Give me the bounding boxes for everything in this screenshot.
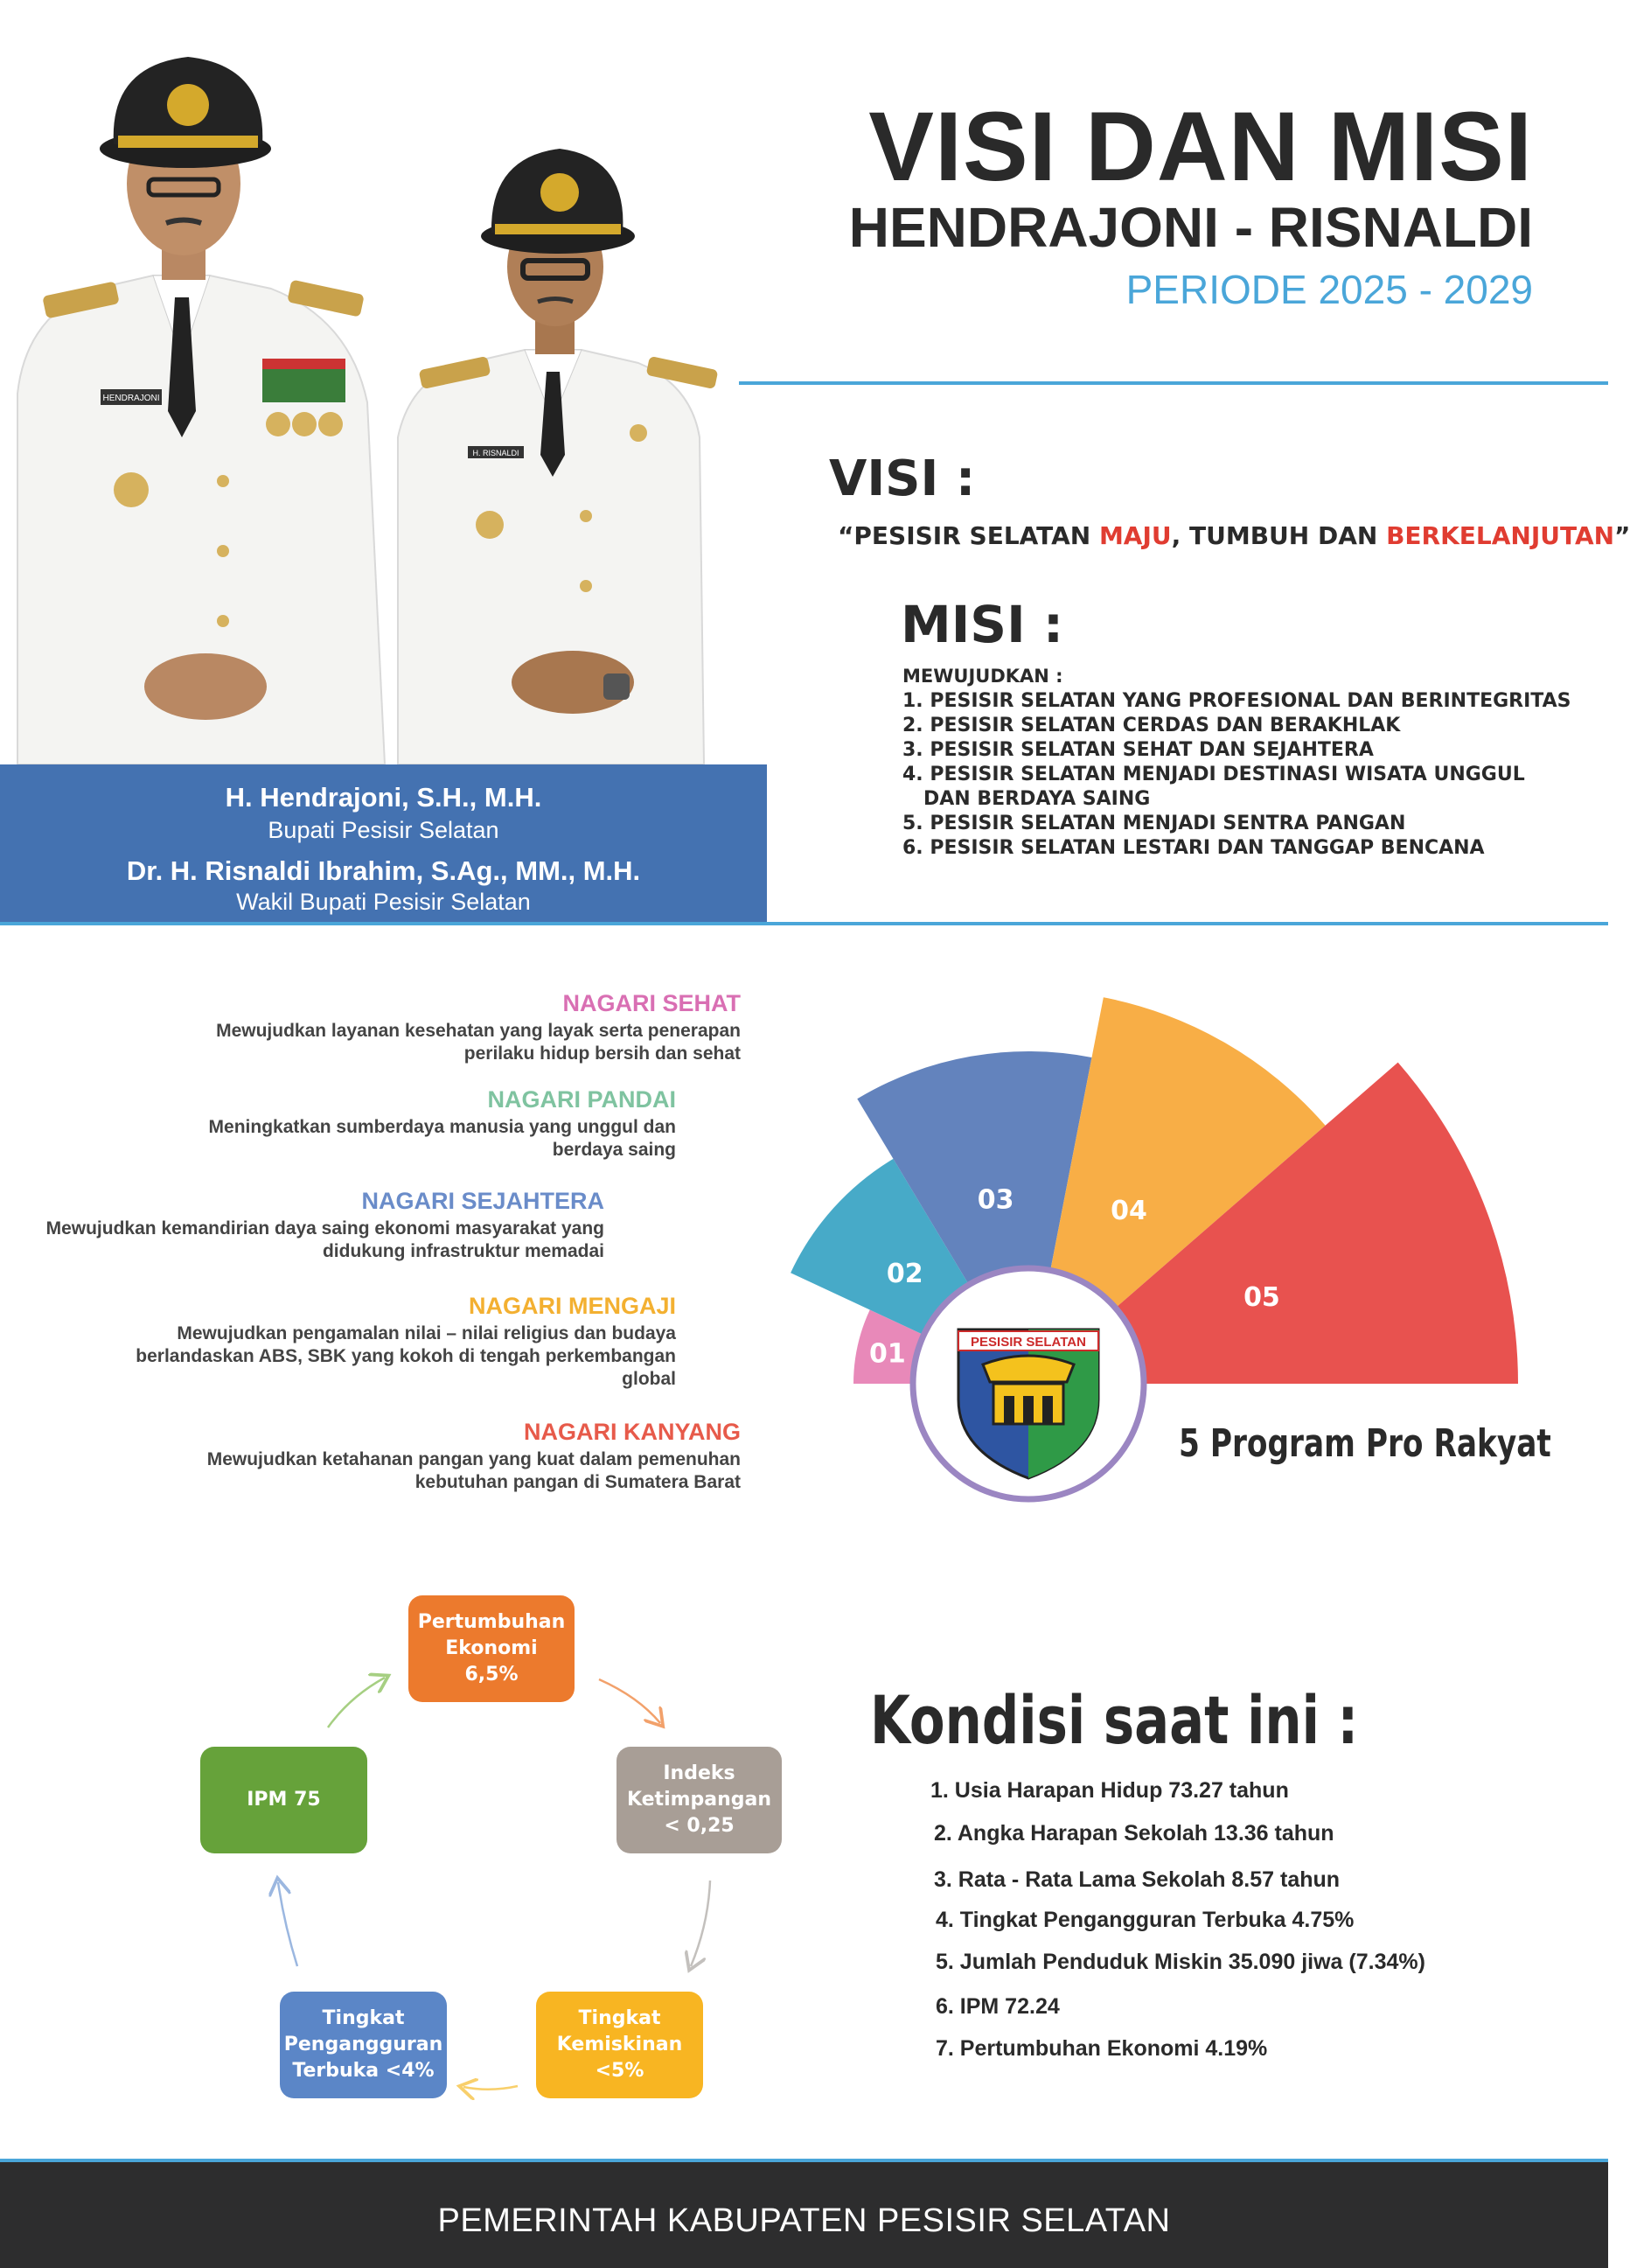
misi-item: 2. PESISIR SELATAN CERDAS DAN BERAKHLAK: [902, 715, 1401, 736]
misi-item: 4. PESISIR SELATAN MENJADI DESTINASI WISATA UNGGUL DAN BERDAYA SAING: [902, 764, 1525, 810]
kondisi-item: 3. Rata - Rata Lama Sekolah 8.57 tahun: [934, 1867, 1341, 1892]
program-sector-label: 01: [869, 1338, 906, 1370]
misi-item: 1. PESISIR SELATAN YANG PROFESIONAL DAN BERINTEGRITAS: [902, 690, 1571, 712]
program-desc-mengaji: Mewujudkan pengamalan nilai – nilai religius dan budaya berlandaskan ABS, SBK yang kokoh di tengah perkembangan global: [136, 1323, 676, 1389]
misi-item: 5. PESISIR SELATAN MENJADI SENTRA PANGAN: [902, 813, 1406, 834]
leaders-photo: [0, 26, 770, 764]
page-subtitle: HENDRAJONI - RISNALDI: [848, 196, 1533, 259]
page-title: VISI DAN MISI: [868, 92, 1533, 201]
target-pertumbuhan-ekonomi: Pertumbuhan Ekonomi 6,5%: [408, 1595, 575, 1702]
svg-text:H. RISNALDI: H. RISNALDI: [472, 449, 519, 457]
program-desc-sehat: Mewujudkan layanan kesehatan yang layak serta penerapan perilaku hidup bersih dan sehat: [216, 1021, 741, 1064]
target-ipm: IPM 75: [200, 1747, 367, 1853]
leader-1-figure: [17, 57, 385, 764]
program-sector-label: 03: [977, 1184, 1014, 1216]
target-tingkat-pengangguran: Tingkat Pengangguran Terbuka <4%: [280, 1992, 447, 2098]
kondisi-item: 5. Jumlah Penduduk Miskin 35.090 jiwa (7.34%): [936, 1950, 1425, 1974]
misi-list: [902, 689, 1576, 861]
leader-2-role: Wakil Bupati Pesisir Selatan: [236, 889, 531, 915]
kondisi-item: 7. Pertumbuhan Ekonomi 4.19%: [936, 2036, 1268, 2061]
leader-2-name: Dr. H. Risnaldi Ibrahim, S.Ag., MM., M.H.: [126, 855, 641, 886]
program-desc-kanyang: Mewujudkan ketahanan pangan yang kuat dalam pemenuhan kebutuhan pangan di Sumatera Barat: [206, 1449, 741, 1492]
arrow-ipm-to-ekonomi: [328, 1678, 385, 1727]
svg-text:PESISIR SELATAN: PESISIR SELATAN: [971, 1335, 1086, 1350]
arrow-pengangguran-to-ipm: [278, 1882, 297, 1966]
program-sector-label: 05: [1243, 1282, 1280, 1314]
program-caption: 5 Program Pro Rakyat: [1179, 1421, 1551, 1466]
kondisi-item: 4. Tingkat Pengangguran Terbuka 4.75%: [936, 1908, 1355, 1932]
kondisi-heading: Kondisi saat ini :: [870, 1681, 1359, 1759]
period-label: PERIODE 2025 - 2029: [1125, 267, 1533, 312]
target-tingkat-kemiskinan: Tingkat Kemiskinan <5%: [536, 1992, 703, 2098]
misi-intro: MEWUJUDKAN :: [902, 666, 1063, 687]
arrow-kemiskinan-to-pengangguran: [463, 2086, 518, 2090]
leader-1-name: H. Hendrajoni, S.H., M.H.: [225, 782, 542, 813]
header-divider: [739, 381, 1608, 385]
leader-1-role: Bupati Pesisir Selatan: [268, 817, 499, 843]
program-title-pandai: NAGARI PANDAI: [487, 1086, 676, 1113]
target-indeks-ketimpangan: Indeks Ketimpangan < 0,25: [616, 1747, 782, 1853]
program-title-sehat: NAGARI SEHAT: [562, 990, 741, 1016]
arrow-indeks-to-kemiskinan: [691, 1881, 710, 1966]
program-title-sejahtera: NAGARI SEJAHTERA: [361, 1188, 604, 1214]
misi-heading: MISI :: [901, 595, 1064, 654]
section-divider: [0, 922, 1608, 925]
footer-text: PEMERINTAH KABUPATEN PESISIR SELATAN: [437, 2202, 1171, 2239]
leader-2-figure: [398, 149, 718, 764]
arrow-ekonomi-to-indeks: [599, 1679, 660, 1723]
program-sector-label: 04: [1111, 1195, 1147, 1226]
program-desc-sejahtera: Mewujudkan kemandirian daya saing ekonomi masyarakat yang didukung infrastruktur memadai: [45, 1218, 604, 1261]
kondisi-item: 2. Angka Harapan Sekolah 13.36 tahun: [934, 1821, 1334, 1846]
fan-sectors: [791, 997, 1518, 1384]
svg-text:HENDRAJONI: HENDRAJONI: [102, 394, 160, 403]
kondisi-item: 6. IPM 72.24: [936, 1994, 1060, 2019]
visi-statement: “PESISIR SELATAN MAJU, TUMBUH DAN BERKELANJUTAN”: [838, 521, 1630, 550]
pesisir-selatan-logo: [913, 1268, 1144, 1499]
program-title-kanyang: NAGARI KANYANG: [523, 1419, 741, 1445]
visi-heading: VISI :: [829, 450, 976, 507]
misi-item: 6. PESISIR SELATAN LESTARI DAN TANGGAP BENCANA: [902, 837, 1485, 859]
leaders-nameplate: [0, 764, 767, 922]
program-sector-label: 02: [886, 1258, 923, 1289]
misi-item: 3. PESISIR SELATAN SEHAT DAN SEJAHTERA: [902, 739, 1374, 761]
program-title-mengaji: NAGARI MENGAJI: [468, 1293, 676, 1319]
kondisi-item: 1. Usia Harapan Hidup 73.27 tahun: [930, 1778, 1289, 1803]
program-desc-pandai: Meningkatkan sumberdaya manusia yang unggul dan berdaya saing: [208, 1117, 676, 1160]
